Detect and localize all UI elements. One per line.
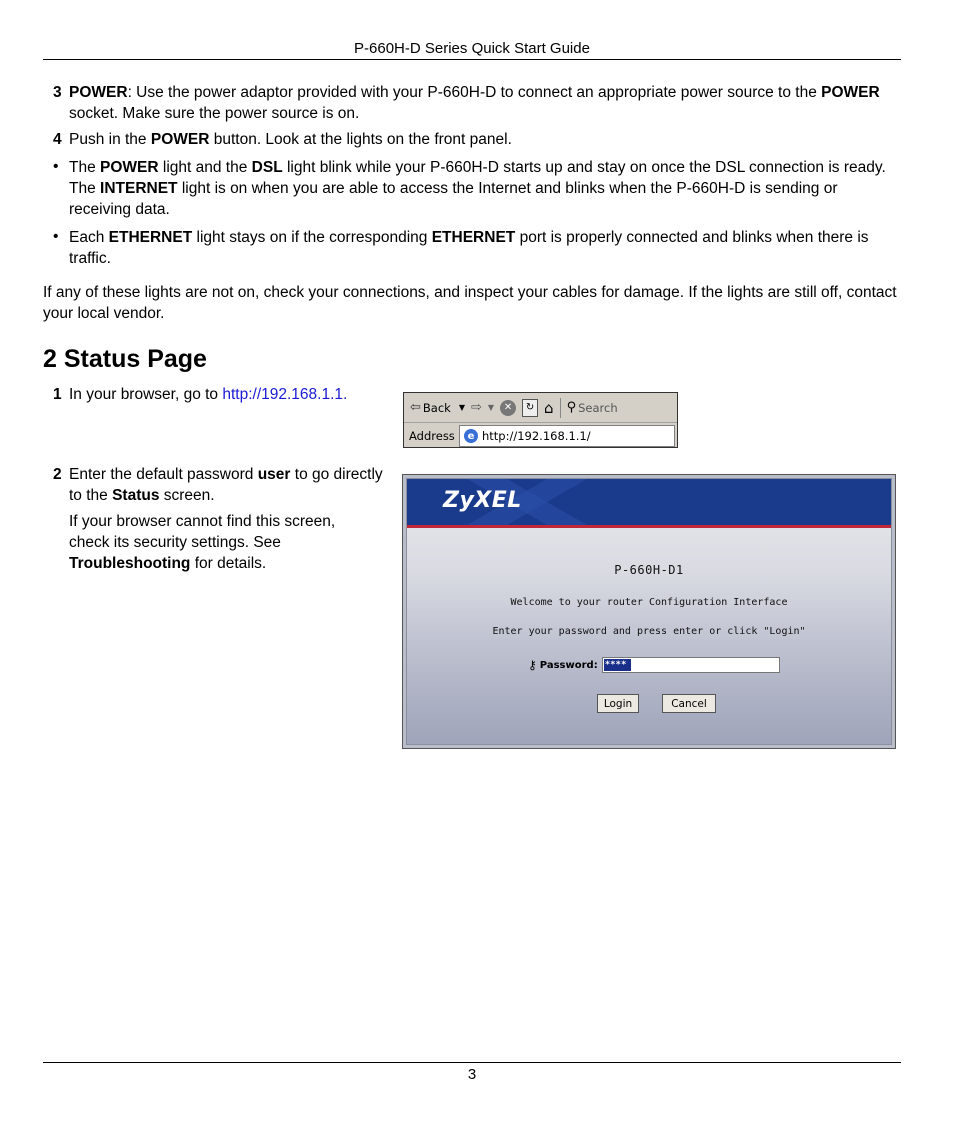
password-value: **** bbox=[604, 659, 631, 671]
bullet-2-mark: • bbox=[53, 228, 59, 245]
search-label: Search bbox=[578, 400, 618, 415]
key-icon: ⚷ bbox=[528, 658, 537, 672]
password-row bbox=[528, 657, 780, 673]
browser-toolbar-screenshot bbox=[403, 392, 678, 448]
bullet-2-text: Each ETHERNET light stays on if the corresponding ETHERNET port is properly connected and blinks when there is traffic. bbox=[69, 229, 869, 267]
page-header-title: P-660H-D Series Quick Start Guide bbox=[354, 40, 590, 57]
status-step-1-text: In your browser, go to http://192.168.1.1. bbox=[69, 386, 348, 403]
bullet-1-mark: • bbox=[53, 158, 59, 175]
model-name: P-660H-D1 bbox=[614, 563, 684, 577]
step-4-number: 4 bbox=[53, 131, 62, 148]
address-input[interactable] bbox=[459, 425, 675, 447]
status-step-2-number: 2 bbox=[53, 466, 62, 483]
refresh-button[interactable] bbox=[522, 399, 538, 417]
refresh-icon: ↻ bbox=[522, 399, 538, 417]
cancel-button[interactable]: Cancel bbox=[662, 694, 716, 713]
status-step-1-number: 1 bbox=[53, 386, 62, 403]
router-url-link[interactable]: http://192.168.1.1. bbox=[222, 386, 348, 403]
search-button[interactable] bbox=[567, 400, 618, 415]
home-button[interactable] bbox=[544, 399, 554, 417]
status-step-2-text: Enter the default password user to go directly to the Status screen. bbox=[69, 466, 383, 504]
address-bar-row bbox=[404, 423, 677, 448]
footer-rule bbox=[43, 1062, 901, 1063]
header-rule bbox=[43, 59, 901, 60]
ie-page-icon: e bbox=[464, 429, 478, 443]
forward-button[interactable] bbox=[471, 400, 494, 415]
address-label: Address bbox=[409, 428, 455, 443]
dropdown-arrow-icon: ▼ bbox=[487, 403, 495, 412]
dropdown-arrow-icon: ▼ bbox=[458, 403, 465, 412]
browser-button-row bbox=[404, 393, 677, 423]
step-4-text: Push in the POWER button. Look at the lights on the front panel. bbox=[69, 131, 512, 148]
bullet-1-text: The POWER light and the DSL light blink while your P-660H-D starts up and stay on once the DSL connection is ready. The INTERNET light is on when you are able to access the Internet and blinks when the P-660H-D is sending or receiving data. bbox=[69, 159, 886, 218]
instruction-text: Enter your password and press enter or click "Login" bbox=[492, 626, 806, 637]
stop-button[interactable] bbox=[500, 400, 516, 416]
stop-icon: ✕ bbox=[500, 400, 516, 416]
search-icon: ⚲ bbox=[566, 400, 577, 415]
step-3-number: 3 bbox=[53, 84, 62, 101]
login-button[interactable]: Login bbox=[597, 694, 639, 713]
step-3-text: POWER: Use the power adaptor provided with your P-660H-D to connect an appropriate power source to the POWER socket. Make sure the power source is on. bbox=[69, 84, 880, 122]
status-step-2-note: If your browser cannot find this screen, check its security settings. See Troubleshooting for details. bbox=[69, 513, 336, 572]
zyxel-banner bbox=[407, 479, 891, 528]
back-label: Back bbox=[422, 400, 451, 415]
welcome-text: Welcome to your router Configuration Interface bbox=[510, 597, 788, 608]
home-icon: ⌂ bbox=[544, 398, 554, 417]
zyxel-logo: ZyXEL bbox=[443, 488, 522, 513]
page-number: 3 bbox=[467, 1066, 477, 1083]
login-screenshot bbox=[402, 474, 896, 749]
password-input[interactable] bbox=[602, 657, 780, 673]
login-panel bbox=[406, 478, 892, 745]
lights-note: If any of these lights are not on, check your connections, and inspect your cables for damage. If the lights are still off, contact your local vendor. bbox=[43, 284, 897, 322]
address-url: http://192.168.1.1/ bbox=[482, 429, 591, 443]
toolbar-separator bbox=[560, 398, 561, 418]
forward-arrow-icon: ⇨ bbox=[470, 400, 482, 415]
section-heading: 2 Status Page bbox=[43, 345, 207, 373]
back-arrow-icon: ⇦ bbox=[410, 400, 421, 415]
back-button[interactable] bbox=[410, 400, 465, 415]
password-label: Password: bbox=[539, 659, 598, 671]
